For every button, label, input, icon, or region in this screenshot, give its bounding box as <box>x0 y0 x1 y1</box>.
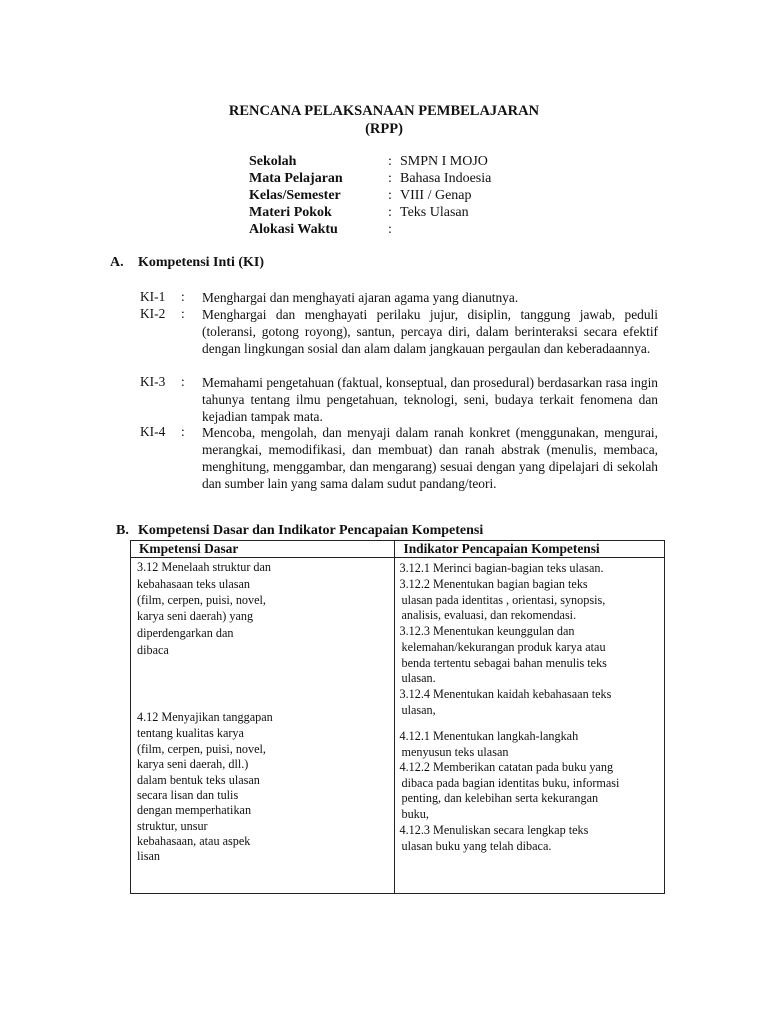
kd-line: karya seni daerah, dll.) <box>137 757 249 771</box>
kd-line: tentang kualitas karya <box>137 726 244 740</box>
kd-line: diperdengarkan dan <box>137 626 234 640</box>
ki-separator: : <box>181 289 185 304</box>
identity-label-topic: Materi Pokok <box>249 205 332 220</box>
ipk-line: 4.12.3 Menuliskan secara lengkap teks <box>399 823 589 837</box>
identity-colon: : <box>388 171 392 186</box>
ipk-line: ulasan, <box>401 703 436 717</box>
kd-line: 3.12 Menelaah struktur dan <box>137 560 272 574</box>
ipk-line: kelemahan/kekurangan produk karya atau <box>401 640 606 654</box>
identity-value-subject: Bahasa Indoesia <box>400 171 492 186</box>
ipk-line: dibaca pada bagian identitas buku, informasi <box>401 776 620 790</box>
ipk-line: 3.12.1 Merinci bagian-bagian teks ulasan. <box>399 561 604 575</box>
ipk-line: menyusun teks ulasan <box>401 745 509 759</box>
section-a-letter: A. <box>110 255 124 270</box>
kd-line: dalam bentuk teks ulasan <box>137 773 260 787</box>
ipk-line: 4.12.2 Memberikan catatan pada buku yang <box>399 760 614 774</box>
table-row <box>131 558 665 894</box>
identity-label-subject: Mata Pelajaran <box>249 171 343 186</box>
ipk-line: ulasan pada identitas , orientasi, synopsis, <box>401 593 606 607</box>
identity-colon: : <box>388 188 392 203</box>
kd-line: 4.12 Menyajikan tanggapan <box>137 710 273 724</box>
ki-code: KI-1 <box>140 289 166 304</box>
identity-value-school: SMPN I MOJO <box>400 154 488 169</box>
kd-line: (film, cerpen, puisi, novel, <box>137 593 266 607</box>
ki-separator: : <box>181 374 185 389</box>
ipk-line: ulasan. <box>401 671 436 685</box>
identity-colon: : <box>388 154 392 169</box>
kd-line: (film, cerpen, puisi, novel, <box>137 742 266 756</box>
ki-code: KI-3 <box>140 374 166 389</box>
kd-line: kebahasaan, atau aspek <box>137 834 251 848</box>
ki-separator: : <box>181 424 185 439</box>
section-b-heading: Kompetensi Dasar dan Indikator Pencapaian Kompetensi <box>138 523 484 538</box>
ipk-line: buku, <box>401 807 429 821</box>
kd-line: struktur, unsur <box>137 819 208 833</box>
ipk-line: 3.12.2 Menentukan bagian bagian teks <box>399 577 588 591</box>
ki-text: Menghargai dan menghayati perilaku jujur, disiplin, tanggung jawab, peduli (toleransi, gotong royong), santun, percaya diri, dalam berinteraksi secara efektif dengan lingkungan sosial dan alam dalam jangkauan pergaulan dan keberadaannya. <box>202 307 658 356</box>
document-title: RENCANA PELAKSANAAN PEMBELAJARAN <box>228 103 540 119</box>
ipk-cell <box>395 558 665 894</box>
identity-label-time: Alokasi Waktu <box>249 222 338 237</box>
ipk-line: 3.12.3 Menentukan keunggulan dan <box>399 624 575 638</box>
identity-value-topic: Teks Ulasan <box>400 205 469 220</box>
table-header-kd: Kmpetensi Dasar <box>131 541 395 558</box>
section-a-heading: Kompetensi Inti (KI) <box>138 255 264 270</box>
identity-colon: : <box>388 222 392 237</box>
ipk-line: 4.12.1 Menentukan langkah-langkah <box>399 729 579 743</box>
ki-separator: : <box>181 306 185 321</box>
table-header-ipk: Indikator Pencapaian Kompetensi <box>395 541 665 558</box>
kd-line: karya seni daerah) yang <box>137 609 254 623</box>
ki-code: KI-2 <box>140 306 166 321</box>
kd-line: secara lisan dan tulis <box>137 788 239 802</box>
ipk-line: analisis, evaluasi, dan rekomendasi. <box>401 608 577 622</box>
ki-text: Mencoba, mengolah, dan menyaji dalam ranah konkret (menggunakan, mengurai, merangkai, memodifikasi, dan membuat) dan ranah abstrak (menulis, membaca, menghitung, menggambar, dan mengarang) sesuai dengan yang dipelajari di sekolah dan sumber lain yang sama dalam sudut pandang/teori. <box>202 425 658 491</box>
kd-line: dengan memperhatikan <box>137 803 252 817</box>
identity-label-class: Kelas/Semester <box>249 188 341 203</box>
identity-colon: : <box>388 205 392 220</box>
section-b-letter: B. <box>116 523 129 538</box>
identity-value-class: VIII / Genap <box>400 188 472 203</box>
ki-text: Memahami pengetahuan (faktual, konseptual, dan prosedural) berdasarkan rasa ingin tahunya tentang ilmu pengetahuan, teknologi, seni, budaya terkait fenomena dan kejadian tampak mata. <box>202 375 658 424</box>
ipk-line: penting, dan kelebihan serta kekurangan <box>401 791 599 805</box>
kd-line: dibaca <box>137 643 169 657</box>
ki-code: KI-4 <box>140 424 166 439</box>
competency-table <box>130 540 665 894</box>
ki-text: Menghargai dan menghayati ajaran agama yang dianutnya. <box>202 290 519 305</box>
ipk-line: 3.12.4 Menentukan kaidah kebahasaan teks <box>399 687 612 701</box>
identity-label-school: Sekolah <box>249 154 297 169</box>
kd-line: lisan <box>137 849 161 863</box>
kd-line: kebahasaan teks ulasan <box>137 577 251 591</box>
ipk-line: benda tertentu sebagai bahan menulis teks <box>401 656 607 670</box>
kd-cell <box>131 558 395 894</box>
document-subtitle: (RPP) <box>365 121 403 137</box>
ipk-line: ulasan buku yang telah dibaca. <box>401 839 552 853</box>
